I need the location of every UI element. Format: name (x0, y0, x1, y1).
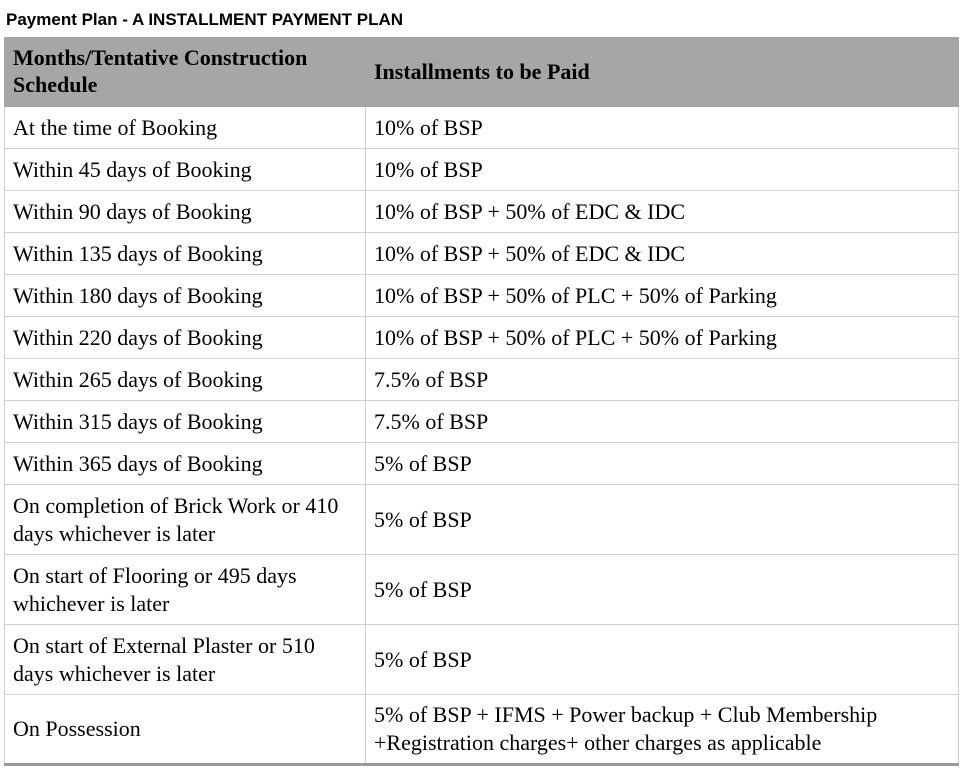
schedule-cell: Within 45 days of Booking (5, 149, 366, 191)
table-row (5, 233, 959, 275)
table-row (5, 625, 959, 695)
table-row (5, 317, 959, 359)
installment-cell: 5% of BSP (366, 555, 959, 625)
column-header-installments: Installments to be Paid (366, 38, 959, 107)
schedule-cell: Within 265 days of Booking (5, 359, 366, 401)
installment-cell: 5% of BSP (366, 625, 959, 695)
schedule-cell: On Possession (5, 695, 366, 765)
installment-cell: 10% of BSP + 50% of EDC & IDC (366, 191, 959, 233)
table-row (5, 485, 959, 555)
table-row (5, 359, 959, 401)
payment-plan-table (4, 37, 959, 766)
table-row (5, 401, 959, 443)
schedule-cell: On completion of Brick Work or 410 days whichever is later (5, 485, 366, 555)
table-row (5, 107, 959, 149)
installment-cell: 10% of BSP + 50% of PLC + 50% of Parking (366, 275, 959, 317)
installment-cell: 10% of BSP + 50% of PLC + 50% of Parking (366, 317, 959, 359)
installment-cell: 10% of BSP + 50% of EDC & IDC (366, 233, 959, 275)
installment-cell: 5% of BSP (366, 485, 959, 555)
table-row (5, 443, 959, 485)
schedule-cell: Within 315 days of Booking (5, 401, 366, 443)
column-header-schedule: Months/Tentative Construction Schedule (5, 38, 366, 107)
installment-cell: 5% of BSP (366, 443, 959, 485)
installment-cell: 10% of BSP (366, 107, 959, 149)
schedule-cell: On start of External Plaster or 510 days whichever is later (5, 625, 366, 695)
schedule-cell: Within 365 days of Booking (5, 443, 366, 485)
schedule-cell: At the time of Booking (5, 107, 366, 149)
table-row (5, 275, 959, 317)
schedule-cell: Within 220 days of Booking (5, 317, 366, 359)
table-header-row (5, 38, 959, 107)
page-title: Payment Plan - A INSTALLMENT PAYMENT PLAN (6, 10, 404, 29)
schedule-cell: Within 90 days of Booking (5, 191, 366, 233)
installment-cell: 10% of BSP (366, 149, 959, 191)
table-row (5, 191, 959, 233)
table-row (5, 555, 959, 625)
installment-cell: 7.5% of BSP (366, 401, 959, 443)
schedule-cell: Within 135 days of Booking (5, 233, 366, 275)
table-row (5, 149, 959, 191)
installment-cell: 5% of BSP + IFMS + Power backup + Club Membership +Registration charges+ other charges as applicable (366, 695, 959, 765)
table-row (5, 695, 959, 765)
installment-cell: 7.5% of BSP (366, 359, 959, 401)
schedule-cell: Within 180 days of Booking (5, 275, 366, 317)
schedule-cell: On start of Flooring or 495 days whichever is later (5, 555, 366, 625)
